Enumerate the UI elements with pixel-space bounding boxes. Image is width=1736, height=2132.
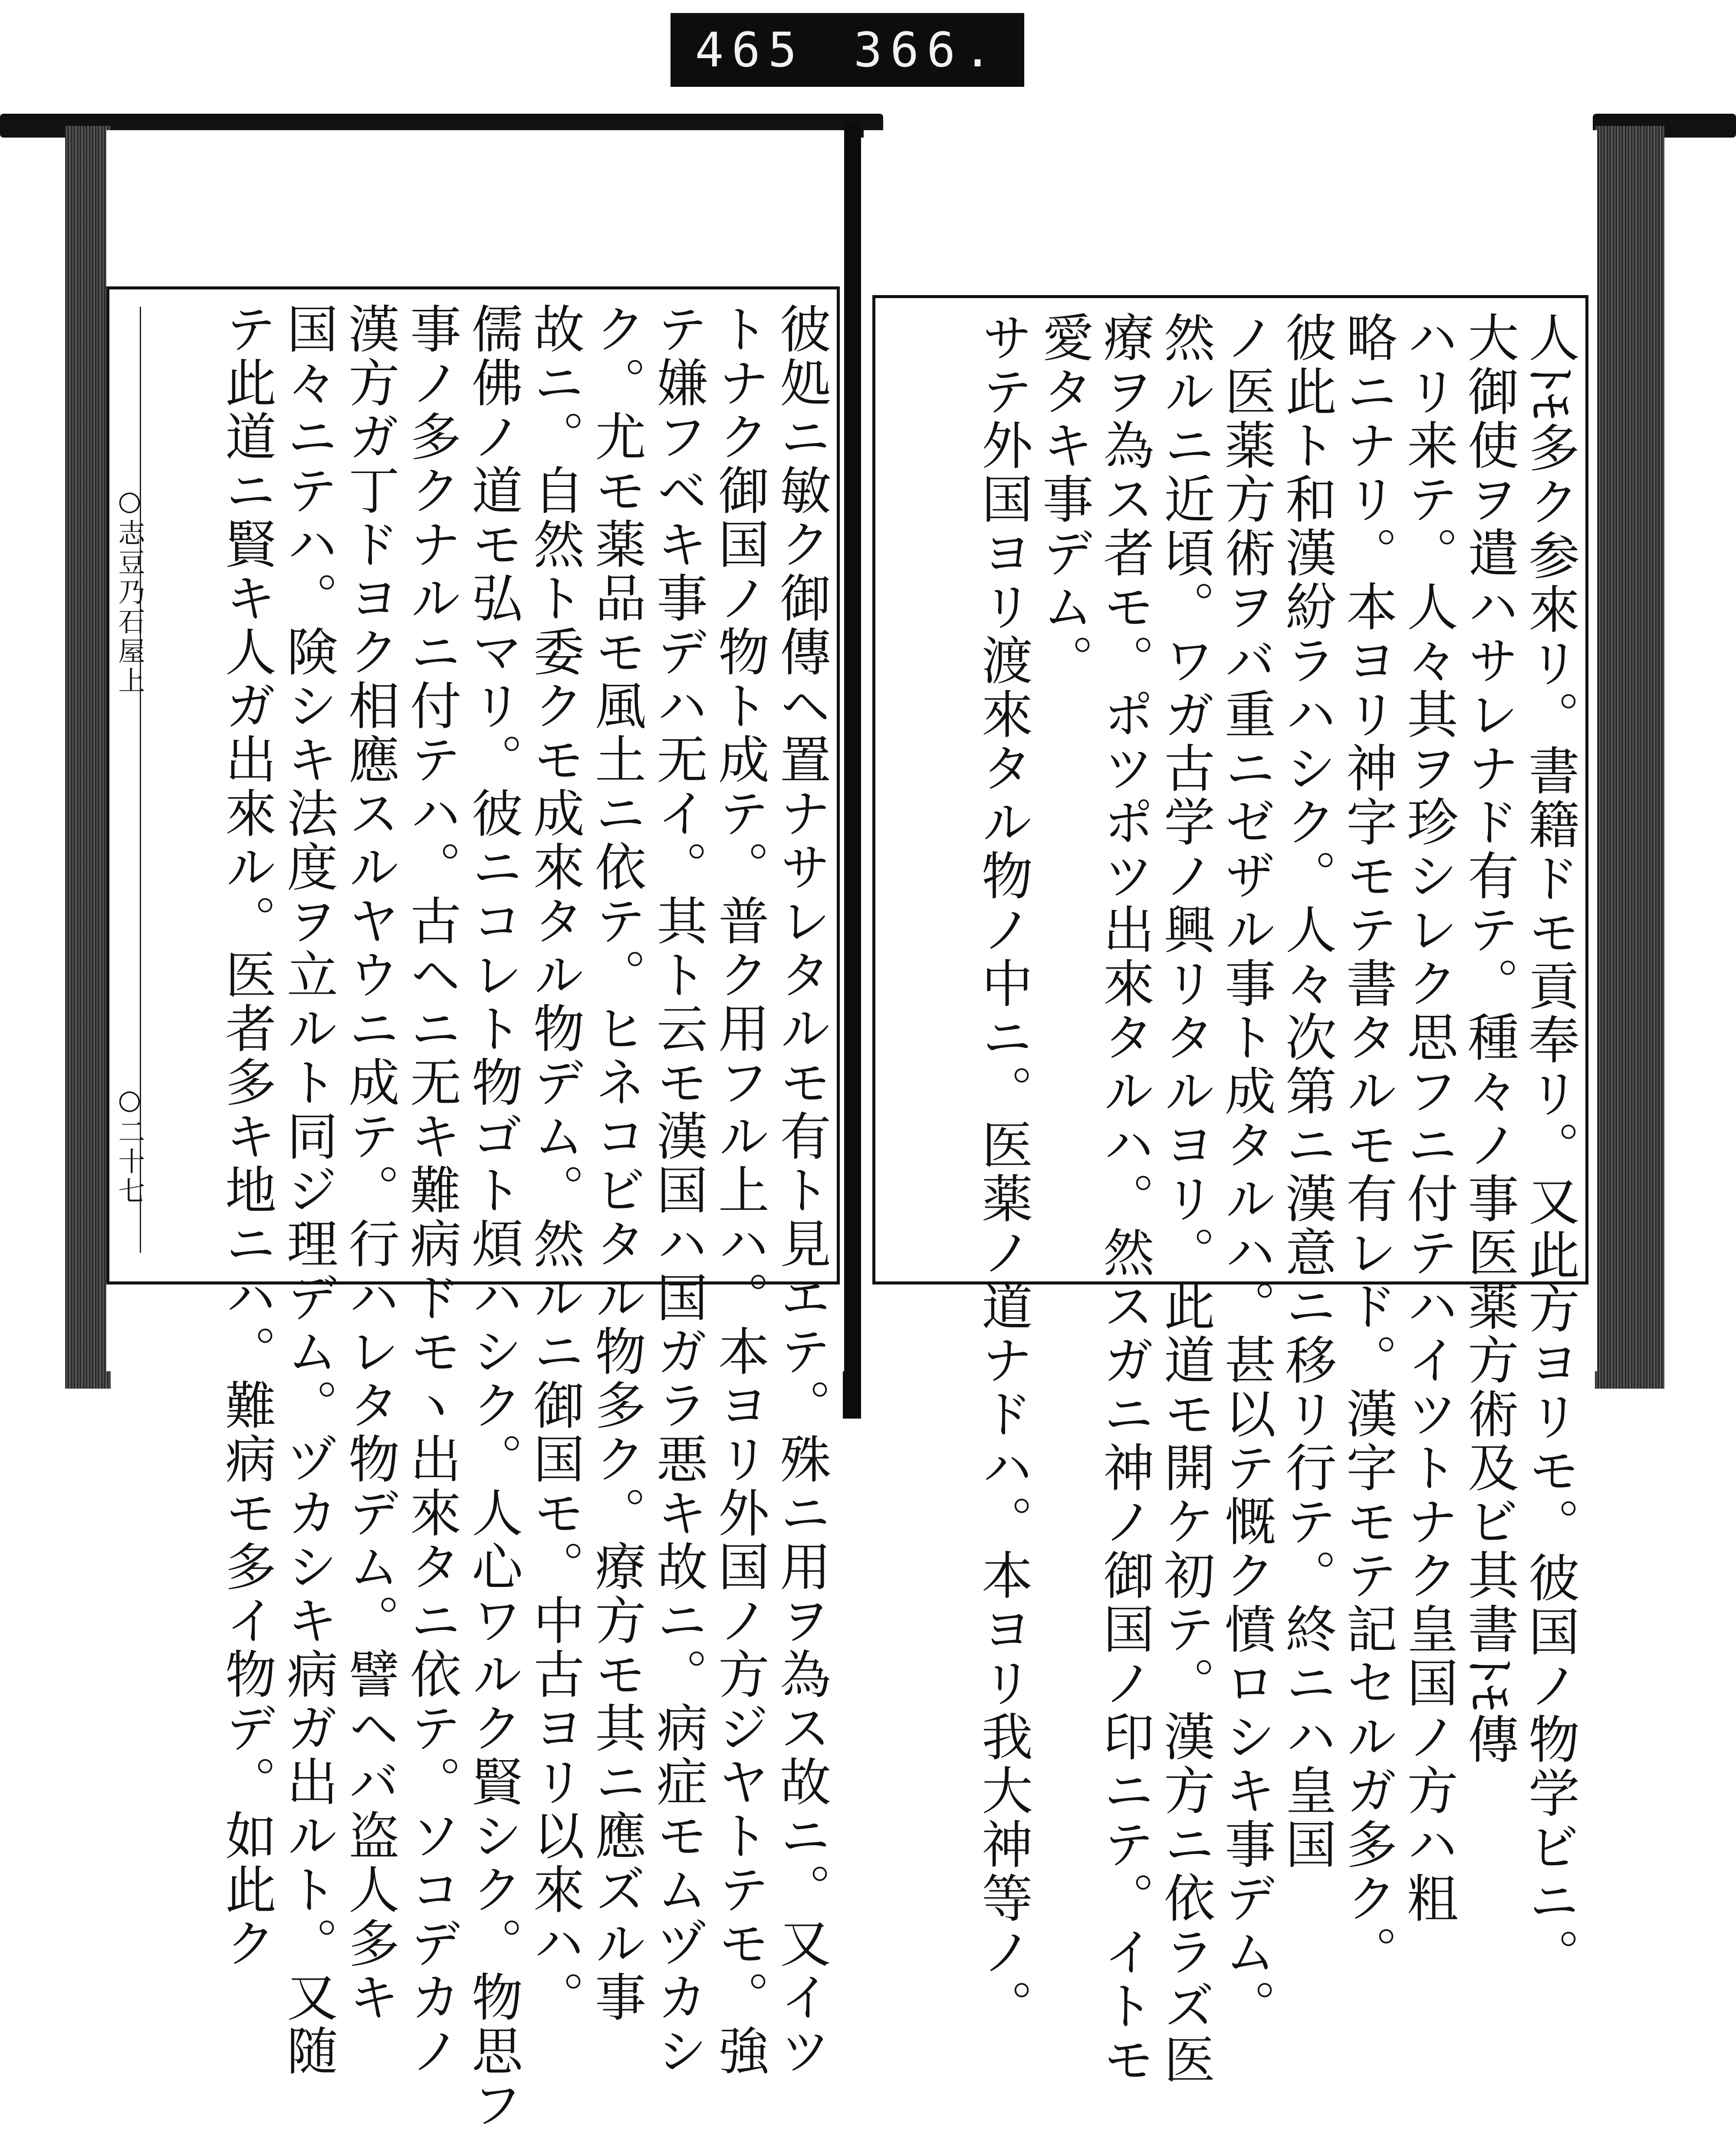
right-text-column: サテ外国ヨリ渡來タル物ノ中ニ。医薬ノ道ナドハ。本ヨリ我大神等ノ。 (973, 311, 1033, 2033)
left-text-column: 彼処ニ敏ク御傳ヘ置ナサレタルモ有ト見エテ。殊ニ用ヲ為ス故ニ。又イツ (771, 302, 831, 2078)
frame-number-right: 366. (853, 22, 1000, 78)
page-edge-left (65, 126, 111, 1389)
right-text-column: 愛タキ事デム。 (1034, 311, 1094, 688)
right-text-column: 人ﾄﾓ多ク参來リ。書籍ドモ貢奉リ。又此方ヨリモ。彼国ノ物学ビニ。 (1520, 311, 1580, 1982)
page-edge-right (1595, 126, 1664, 1389)
right-text-column: 略ニナリ。本ヨリ神字モテ書タルモ有レド。漢字モテ記セルガ多ク。 (1338, 311, 1397, 1979)
left-text-column: テ此道ニ賢キ人ガ出來ル。医者多キ地ニハ。難病モ多イ物デ。如此ク (217, 302, 276, 1971)
right-text-column: 大御使ヲ遣ハサレナド有テ。種々ノ事医薬方術及ビ其書ﾄﾓ傳 (1459, 311, 1519, 1767)
left-text-column: 事ノ多クナルニ付テハ。古ヘニ无キ難病ドモヽ出來タニ依テ。ソコデカノ (401, 302, 461, 2078)
left-text-block (106, 286, 840, 2132)
left-page (106, 130, 844, 2132)
right-text-column: 彼此ト和漢紛ラハシク。人々次第ニ漢意ニ移リ行テ。終ニハ皇国 (1277, 311, 1337, 1872)
frame-number-left: 465 (695, 22, 805, 78)
right-text-block (872, 295, 1588, 2087)
left-text-column: 漢方ガ丁ドヨク相應スルヤウニ成テ。行ハレタ物デム。譬ヘバ盗人多キ (340, 302, 400, 2024)
frame-number-plate (671, 13, 1024, 87)
left-text-column: 儒佛ノ道モ弘マリ。彼ニコレト物ゴト煩ハシク。人心ワルク賢シク。物思フ (463, 302, 523, 2132)
right-text-column: 療ヲ為ス者モ。ポツポツ出來タルハ。然スガニ神ノ御国ノ印ニテ。イトモ (1095, 311, 1154, 2087)
right-text-column: ノ医薬方術ヲバ重ニゼザル事ト成タルハ。甚以テ慨ク憤ロシキ事デム。 (1216, 311, 1276, 2033)
left-text-column: 国々ニテハ。険シキ法度ヲ立ルト同ジ理デム。ヅカシキ病ガ出ルト。又随 (278, 302, 338, 2078)
left-text-column: トナク御国ノ物ト成テ。普ク用フル上ハ。本ヨリ外国ノ方ジヤトテモ。強 (710, 302, 769, 2078)
left-text-column: テ嫌フベキ事デハ无イ。其ト云モ漢国ハ国ガラ悪キ故ニ。病症モムヅカシ (648, 302, 708, 2078)
left-text-column: ク。尤モ薬品モ風土ニ依テ。ヒネコビタル物多ク。療方モ其ニ應ズル事 (586, 302, 646, 2024)
left-text-column: 故ニ。自然ト委クモ成來タル物デム。然ルニ御国モ。中古ヨリ以來ハ。 (525, 302, 585, 2024)
book-spine (843, 122, 861, 1419)
right-text-column: 然ルニ近頃。ワガ古学ノ興リタルヨリ。此道モ開ケ初テ。漢方ニ依ラズ医 (1155, 311, 1215, 2087)
right-text-column: ハリ来テ。人々其ヲ珍シレク思フニ付テハイツトナク皇国ノ方ハ粗 (1398, 311, 1458, 1925)
page-folio: ○二十七 (114, 1084, 145, 1206)
right-page (864, 130, 1597, 2087)
book-title-margin: ○志豆乃石屋上 (114, 485, 145, 696)
